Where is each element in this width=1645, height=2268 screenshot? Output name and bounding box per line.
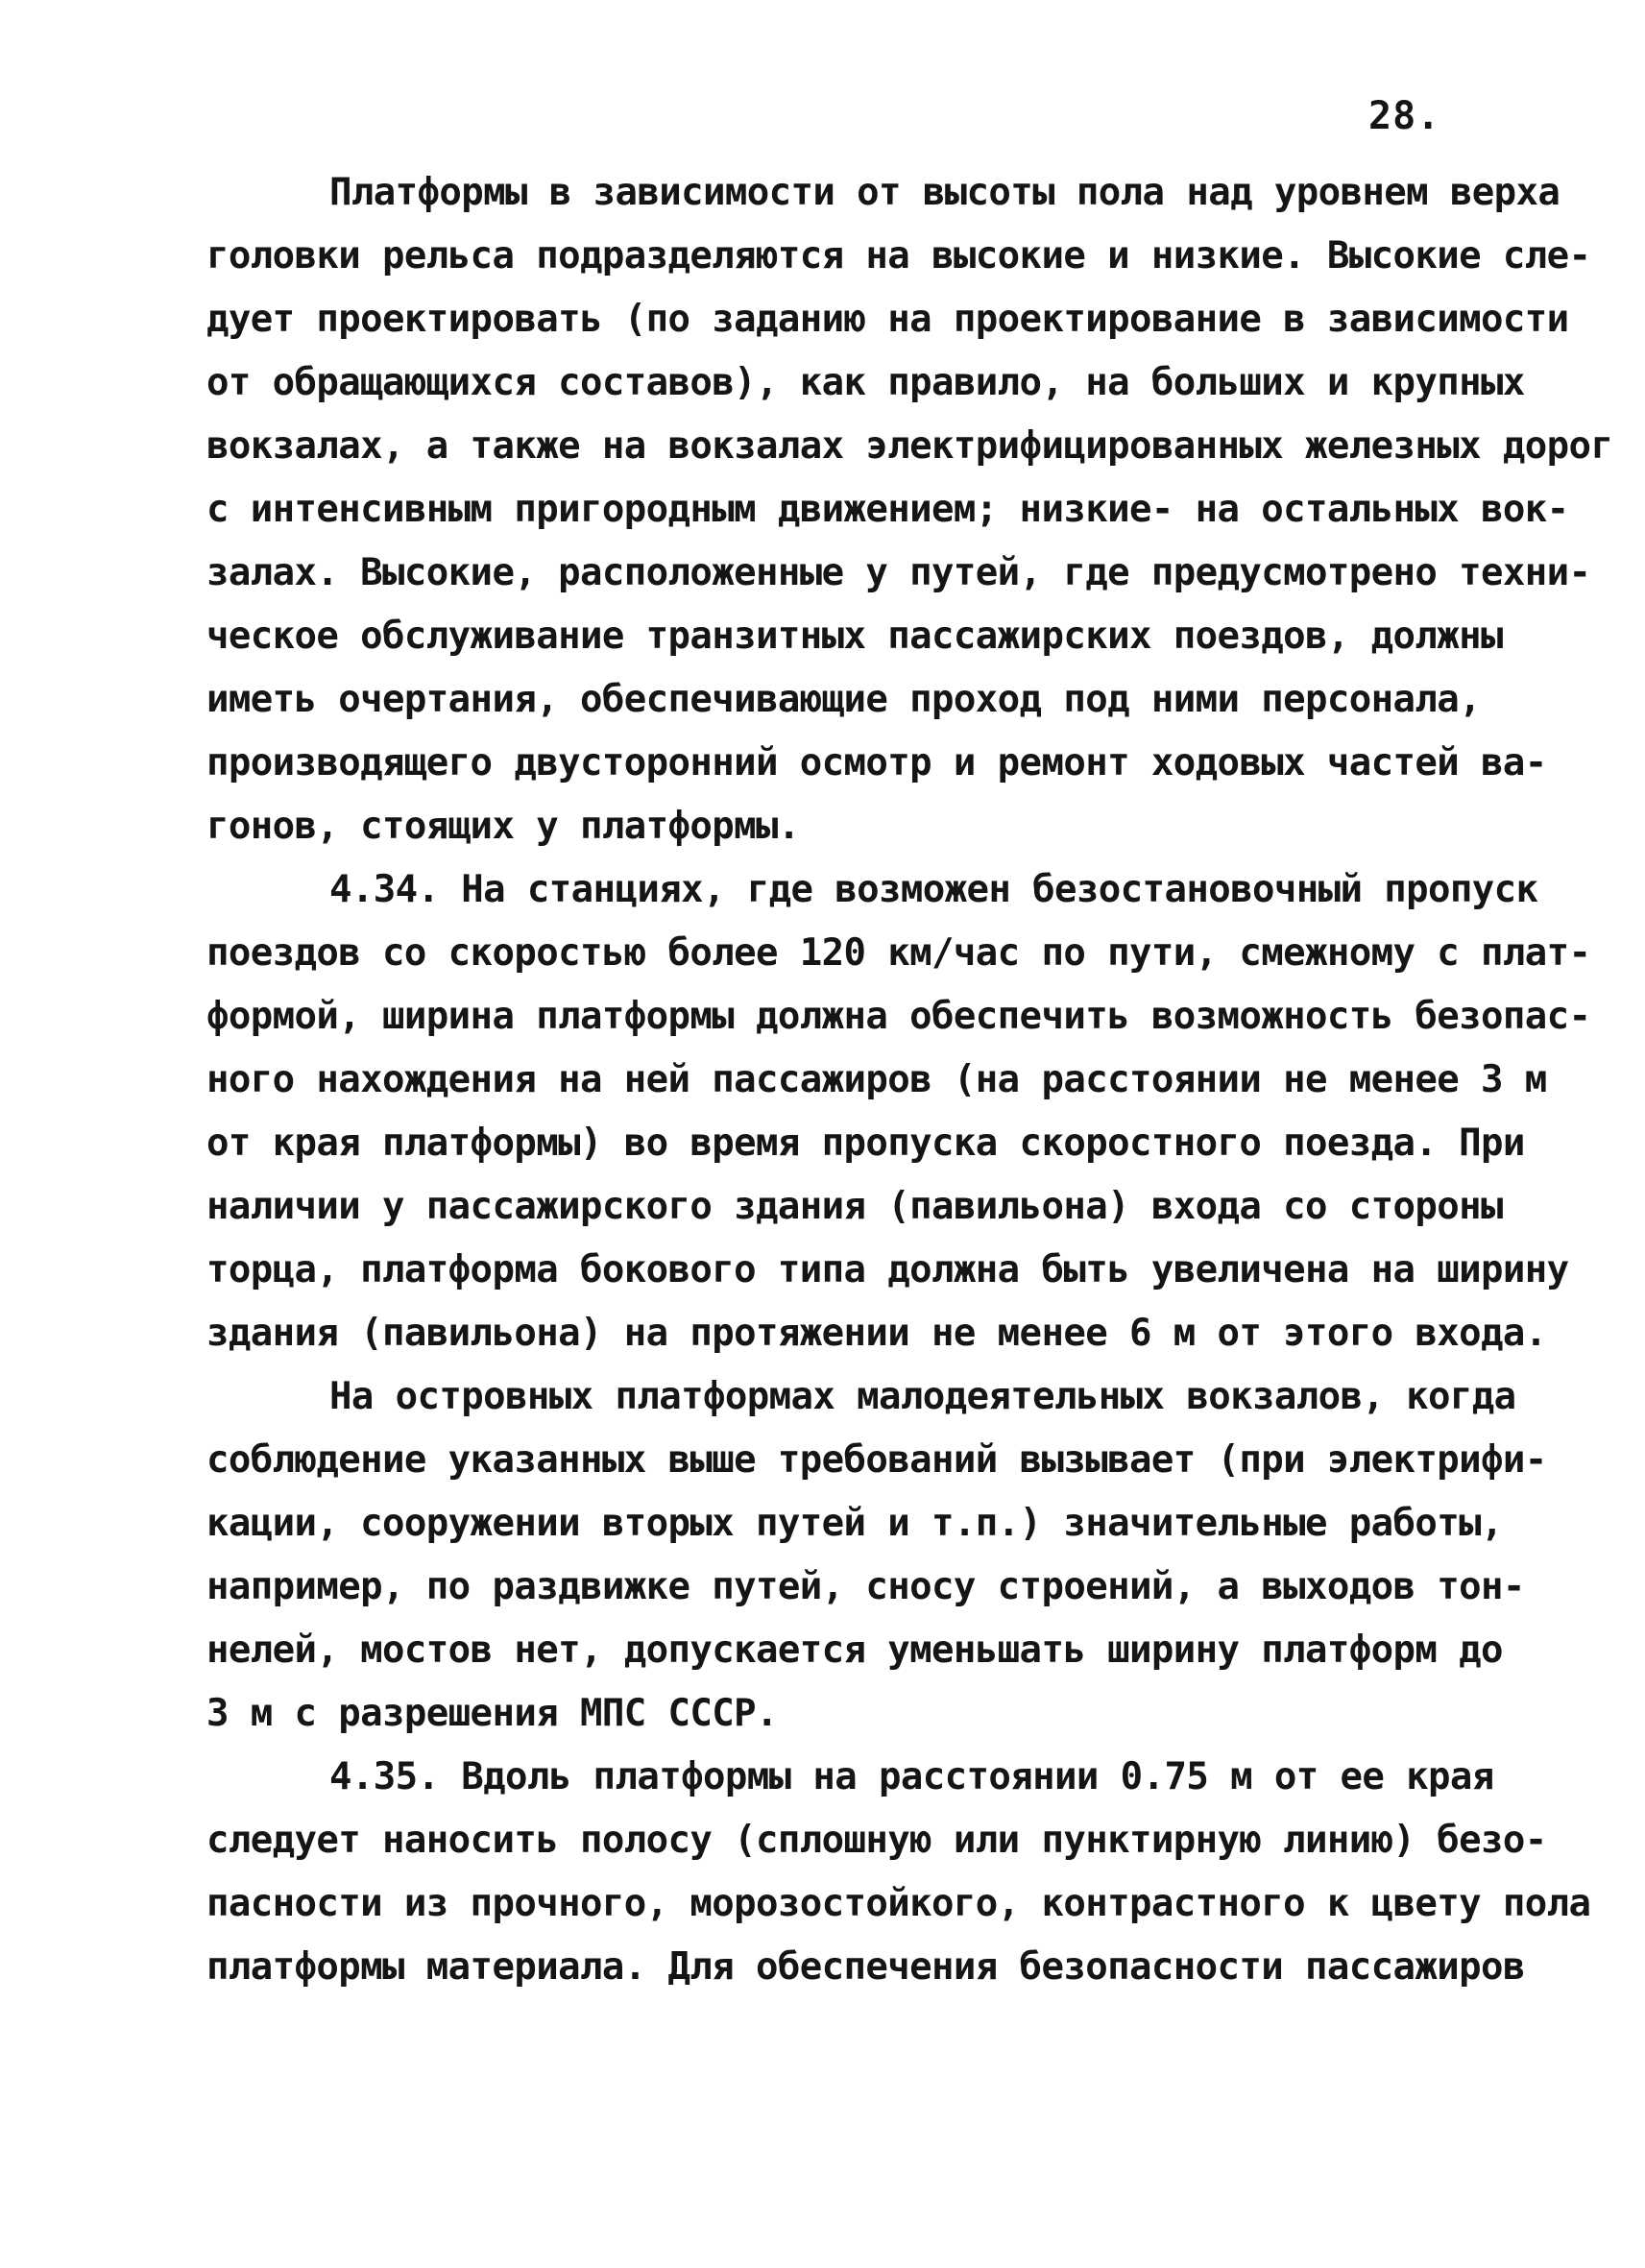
text-line-28: пасности из прочного, морозостойкого, контрастного к цвету пола: [206, 1882, 1591, 1925]
document-text: [206, 161, 1613, 1999]
text-line-24: нелей, мостов нет, допускается уменьшать ширину платформ до: [206, 1629, 1503, 1672]
page-number: 28.: [1368, 94, 1441, 138]
text-line-19: здания (павильона) на протяжении не менее 6 м от этого входа.: [206, 1312, 1547, 1355]
text-line-26: 4.35. Вдоль платформы на расстоянии 0.75 м от ее края: [329, 1755, 1494, 1798]
text-line-20: На островных платформах малодеятельных вокзалов, когда: [329, 1375, 1516, 1418]
text-line-25: 3 м с разрешения МПС СССР.: [206, 1692, 778, 1735]
text-line-9: иметь очертания, обеспечивающие проход под ними персонала,: [206, 678, 1482, 721]
text-line-6: с интенсивным пригородным движением; низкие- на остальных вок-: [206, 488, 1569, 531]
text-line-5: вокзалах, а также на вокзалах электрифицированных железных дорог: [206, 424, 1613, 468]
text-line-4: от обращающихся составов), как правило, на больших и крупных: [206, 361, 1525, 404]
text-line-2: головки рельса подразделяются на высокие и низкие. Высокие сле-: [206, 234, 1591, 277]
text-line-21: соблюдение указанных выше требований вызывает (при электрифи-: [206, 1438, 1547, 1482]
text-line-15: ного нахождения на ней пассажиров (на расстоянии не менее 3 м: [206, 1058, 1547, 1101]
text-line-29: платформы материала. Для обеспечения безопасности пассажиров: [206, 1945, 1525, 1989]
text-line-17: наличии у пассажирского здания (павильона) входа со стороны: [206, 1185, 1503, 1228]
text-line-18: торца, платформа бокового типа должна быть увеличена на ширину: [206, 1248, 1569, 1291]
text-line-13: поездов со скоростью более 120 км/час по пути, смежному с плат-: [206, 931, 1591, 975]
text-line-14: формой, ширина платформы должна обеспечить возможность безопас-: [206, 995, 1591, 1038]
text-line-16: от края платформы) во время пропуска скоростного поезда. При: [206, 1122, 1525, 1165]
text-line-27: следует наносить полосу (сплошную или пунктирную линию) безо-: [206, 1819, 1547, 1862]
text-line-8: ческое обслуживание транзитных пассажирских поездов, должны: [206, 615, 1503, 658]
text-line-12: 4.34. На станциях, где возможен безостановочный пропуск: [329, 868, 1538, 911]
text-line-7: залах. Высокие, расположенные у путей, где предусмотрено техни-: [206, 551, 1591, 594]
text-line-11: гонов, стоящих у платформы.: [206, 805, 800, 848]
text-line-10: производящего двусторонний осмотр и ремонт ходовых частей ва-: [206, 741, 1547, 784]
text-line-22: кации, сооружении вторых путей и т.п.) значительные работы,: [206, 1502, 1503, 1545]
text-line-23: например, по раздвижке путей, сносу строений, а выходов тон-: [206, 1565, 1525, 1608]
text-line-1: Платформы в зависимости от высоты пола над уровнем верха: [329, 171, 1560, 214]
text-line-3: дует проектировать (по заданию на проектирование в зависимости: [206, 298, 1569, 341]
